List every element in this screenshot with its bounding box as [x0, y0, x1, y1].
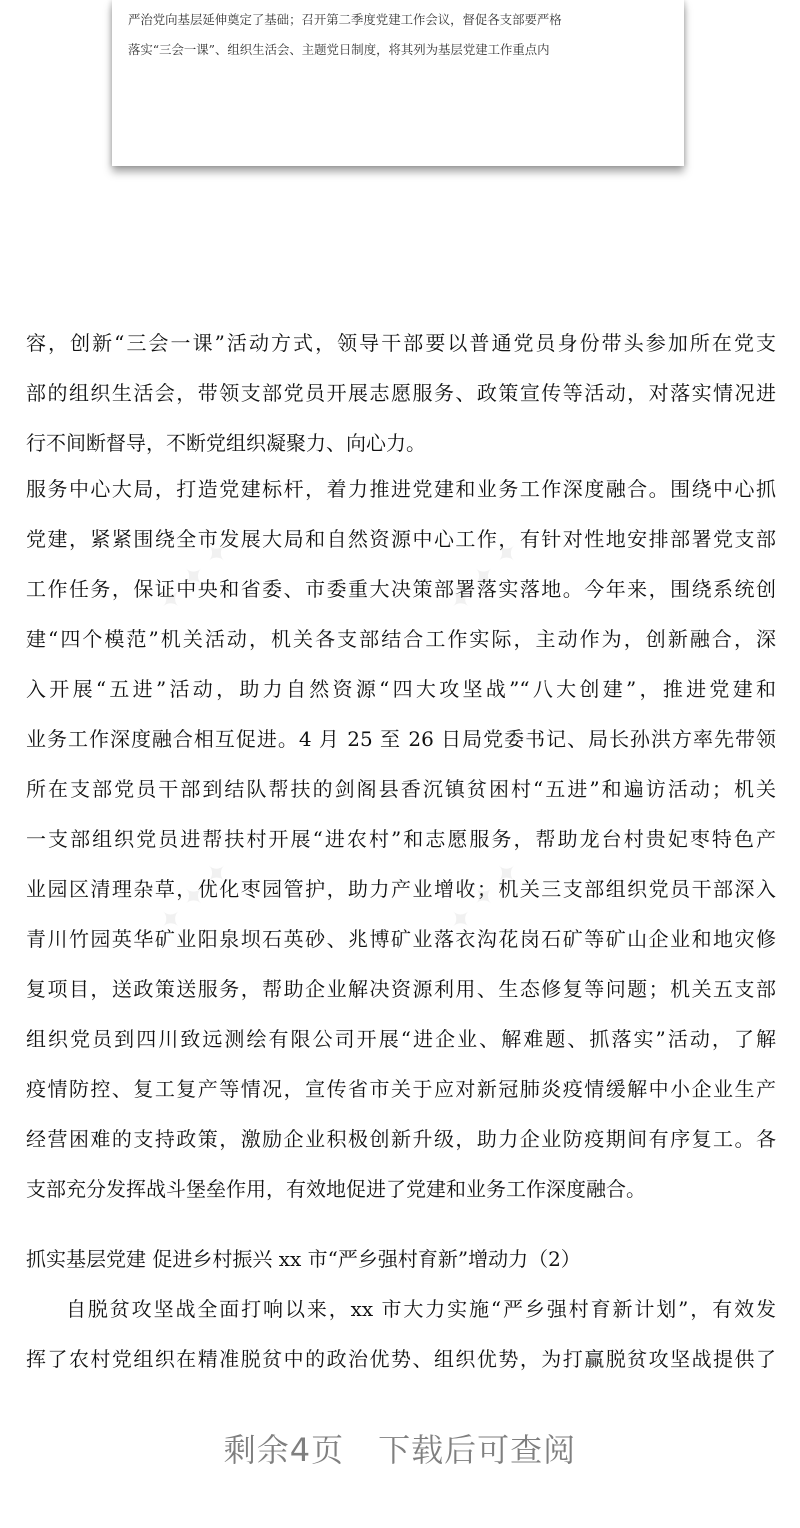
watermark-icon: ✦ ✦ ✦: [441, 853, 527, 940]
text-line: 一支部组织党员进帮扶村开展“进农村”和志愿服务，帮助龙台村贵妃枣特色产: [26, 827, 776, 851]
text-line: 业务工作深度融合相互促进。4 月 25 至 26 日局党委书记、局长孙洪方率先带领: [26, 727, 776, 751]
watermark-icon: ✦ ✦ ✦: [441, 533, 527, 620]
text-line: 部的组织生活会，带领支部党员开展志愿服务、政策宣传等活动，对落实情况进: [26, 381, 776, 405]
text-line: 服务中心大局，打造党建标杆，着力推进党建和业务工作深度融合。围绕中心抓: [26, 477, 776, 501]
text-line: 复项目，送政策送服务，帮助企业解决资源利用、生态修复等问题；机关五支部: [26, 977, 776, 1001]
text-line: 入开展“五进”活动，助力自然资源“四大攻坚战”“八大创建”，推进党建和: [26, 677, 776, 701]
text-line: 疫情防控、复工复产等情况，宣传省市关于应对新冠肺炎疫情缓解中小企业生产: [26, 1077, 776, 1101]
previous-page-card: [112, 0, 684, 166]
text-line: 自脱贫攻坚战全面打响以来，xx 市大力实施“严乡强村育新计划”，有效发: [66, 1297, 776, 1321]
download-hint: 下载后可查阅: [378, 1431, 577, 1469]
text-line: 工作任务，保证中央和省委、市委重大决策部署落实落地。今年来，围绕系统创: [26, 577, 776, 601]
remaining-pages-banner[interactable]: [0, 1428, 800, 1472]
text-line: 业园区清理杂草，优化枣园管护，助力产业增收；机关三支部组织党员干部深入: [26, 877, 776, 901]
card-text-line: 落实“三会一课”、组织生活会、主题党日制度，将其列为基层党建工作重点内: [128, 42, 550, 57]
text-line: 组织党员到四川致远测绘有限公司开展“进企业、解难题、抓落实”活动，了解: [26, 1027, 776, 1051]
card-text-line: 严治党向基层延伸奠定了基础；召开第二季度党建工作会议，督促各支部要严格: [128, 12, 562, 27]
text-line: 行不间断督导，不断党组织凝聚力、向心力。: [26, 431, 426, 455]
text-line: 青川竹园英华矿业阳泉坝石英砂、兆博矿业落衣沟花岗石矿等矿山企业和地灾修: [26, 927, 776, 951]
watermark-icon: ✦ ✦ ✦: [151, 853, 237, 940]
text-line: 支部充分发挥战斗堡垒作用，有效地促进了党建和业务工作深度融合。: [26, 1177, 646, 1201]
text-line: 所在支部党员干部到结队帮扶的剑阁县香沉镇贫困村“五进”和遍访活动；机关: [26, 777, 776, 801]
text-line: 挥了农村党组织在精准脱贫中的政治优势、组织优势，为打赢脱贫攻坚战提供了: [26, 1347, 776, 1371]
text-line: 容，创新“三会一课”活动方式，领导干部要以普通党员身份带头参加所在党支: [26, 331, 776, 355]
text-line: 建“四个模范”机关活动，机关各支部结合工作实际，主动作为，创新融合，深: [26, 627, 776, 651]
remaining-pages-count: 剩余4页: [223, 1431, 345, 1469]
text-line: 经营困难的支持政策，激励企业积极创新升级，助力企业防疫期间有序复工。各: [26, 1127, 776, 1151]
watermark-icon: ✦ ✦ ✦: [151, 533, 237, 620]
text-line: 党建，紧紧围绕全市发展大局和自然资源中心工作，有针对性地安排部署党支部: [26, 527, 776, 551]
section-heading: 抓实基层党建 促进乡村振兴 xx 市“严乡强村育新”增动力（2）: [26, 1247, 581, 1271]
